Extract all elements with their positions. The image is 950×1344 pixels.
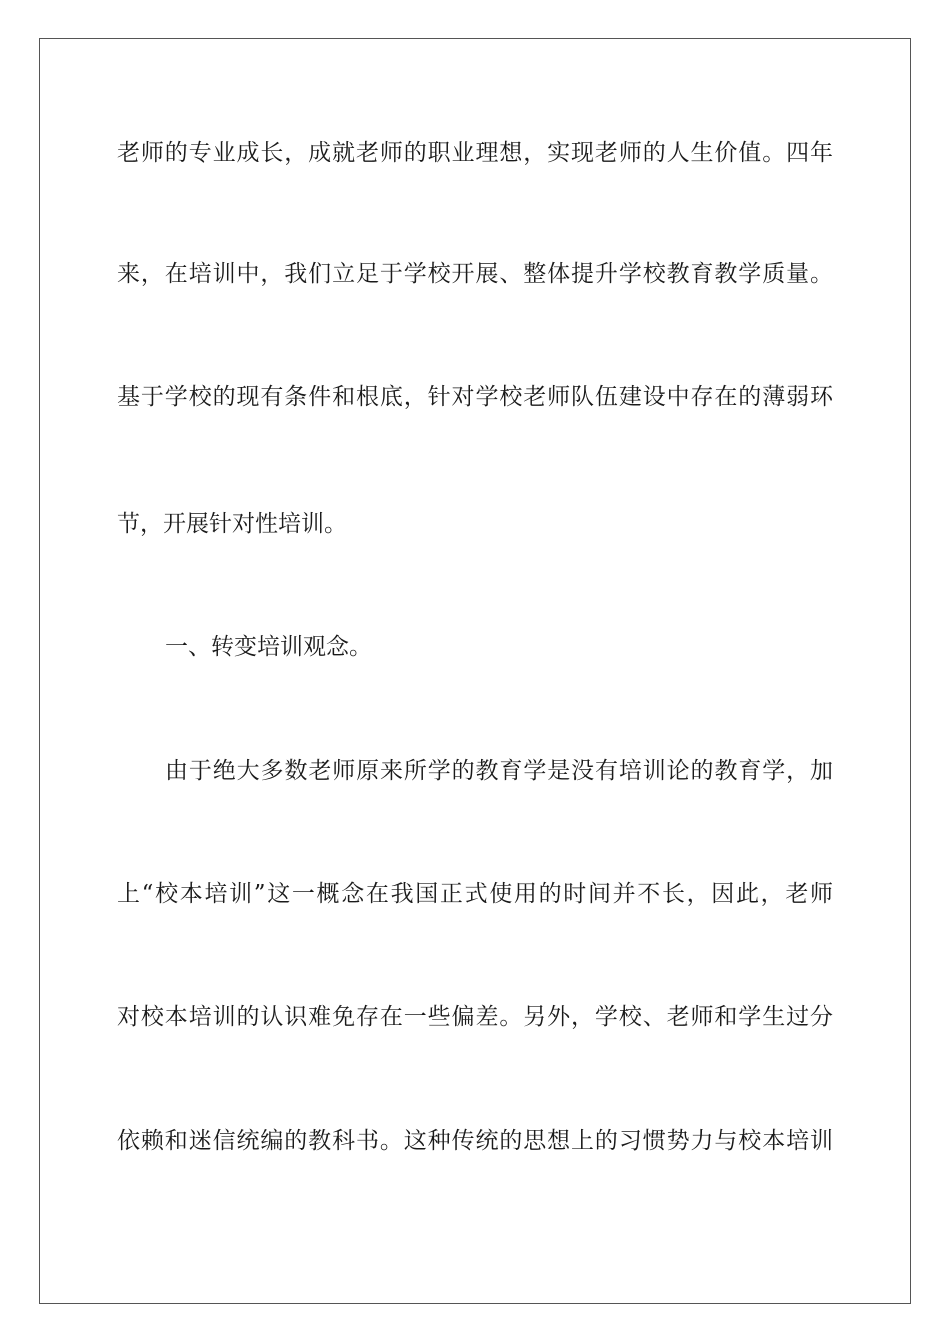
page-border — [39, 38, 911, 1304]
body-text-line-8: 依赖和迷信统编的教科书。这种传统的思想上的习惯势力与校本培训 — [117, 1128, 833, 1154]
section-heading-1: 一、转变培训观念。 — [165, 634, 372, 660]
body-text-line-2: 来，在培训中，我们立足于学校开展、整体提升学校教育教学质量。 — [117, 261, 833, 287]
body-text-line-1: 老师的专业成长，成就老师的职业理想，实现老师的人生价值。四年 — [117, 140, 833, 166]
body-text-line-3: 基于学校的现有条件和根底，针对学校老师队伍建设中存在的薄弱环 — [117, 384, 833, 410]
body-text-line-4: 节，开展针对性培训。 — [117, 511, 347, 537]
body-text-line-6: 上“校本培训”这一概念在我国正式使用的时间并不长，因此，老师 — [117, 881, 833, 907]
body-text-line-5: 由于绝大多数老师原来所学的教育学是没有培训论的教育学，加 — [165, 758, 833, 784]
body-text-line-7: 对校本培训的认识难免存在一些偏差。另外，学校、老师和学生过分 — [117, 1004, 833, 1030]
